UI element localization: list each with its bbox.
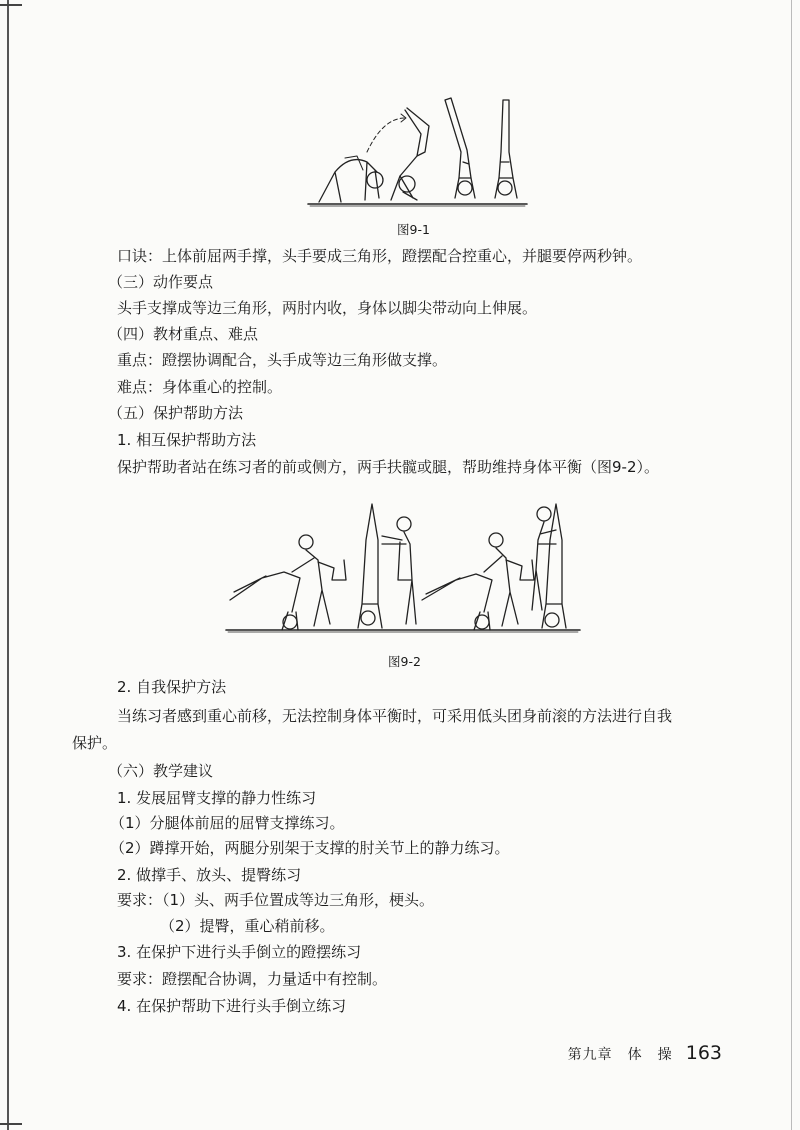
chapter-title: 第九章 体 操	[567, 1047, 673, 1063]
section-5-item-1: 1. 相互保护帮助方法	[117, 431, 257, 449]
section-6-item-4: 4. 在保护帮助下进行头手倒立练习	[117, 997, 347, 1015]
figure-9-1-illustration	[305, 92, 530, 212]
section-6-item-1: 1. 发展屈臂支撑的静力性练习	[117, 789, 317, 807]
figure-9-2-caption: 图9-2	[388, 654, 421, 669]
section-4-heading: （四）教材重点、难点	[108, 325, 259, 343]
section-4-difficult-point: 难点：身体重心的控制。	[117, 378, 283, 396]
section-6-item-3-requirement: 要求：蹬摆配合协调，力量适中有控制。	[117, 970, 388, 988]
section-4-key-point: 重点：蹬摆协调配合，头手成等边三角形做支撑。	[117, 351, 448, 369]
section-3-text: 头手支撑成等边三角形，两肘内收，身体以脚尖带动向上伸展。	[117, 299, 538, 317]
figure-9-1-caption: 图9-1	[397, 222, 430, 237]
section-5-item-1-text: 保护帮助者站在练习者的前或侧方，两手扶髋或腿，帮助维持身体平衡（图9-2）。	[117, 458, 660, 476]
section-3-heading: （三）动作要点	[108, 273, 214, 291]
section-6-item-2-requirement-1: 要求：（1）头、两手位置成等边三角形，梗头。	[117, 891, 435, 909]
page-number: 163	[685, 1042, 722, 1064]
binding-mark-bottom	[0, 1119, 22, 1125]
binding-edge	[7, 0, 9, 1130]
section-6-heading: （六）教学建议	[108, 762, 214, 780]
section-6-item-1-sub-1: （1）分腿体前屈的屈臂支撑练习。	[110, 814, 345, 832]
section-5-item-2-text: 当练习者感到重心前移，无法控制身体平衡时，可采用低头团身前滚的方法进行自我	[117, 707, 673, 725]
figure-9-2-illustration	[222, 500, 584, 638]
mnemonic-text: 口诀：上体前屈两手撑，头手要成三角形，蹬摆配合控重心，并腿要停两秒钟。	[117, 247, 643, 265]
section-5-item-2: 2. 自我保护方法	[117, 678, 227, 696]
section-5-heading: （五）保护帮助方法	[108, 404, 244, 422]
section-5-item-2-text-cont: 保护。	[72, 734, 118, 752]
section-6-item-1-sub-2: （2）蹲撑开始，两腿分别架于支撑的肘关节上的静力练习。	[110, 839, 510, 857]
section-6-item-2-requirement-2: （2）提臀，重心稍前移。	[160, 917, 335, 935]
section-6-item-2: 2. 做撑手、放头、提臀练习	[117, 866, 302, 884]
page-edge	[791, 0, 792, 1130]
section-6-item-3: 3. 在保护下进行头手倒立的蹬摆练习	[117, 943, 362, 961]
page-footer	[568, 1042, 722, 1064]
binding-mark-top	[0, 4, 22, 10]
